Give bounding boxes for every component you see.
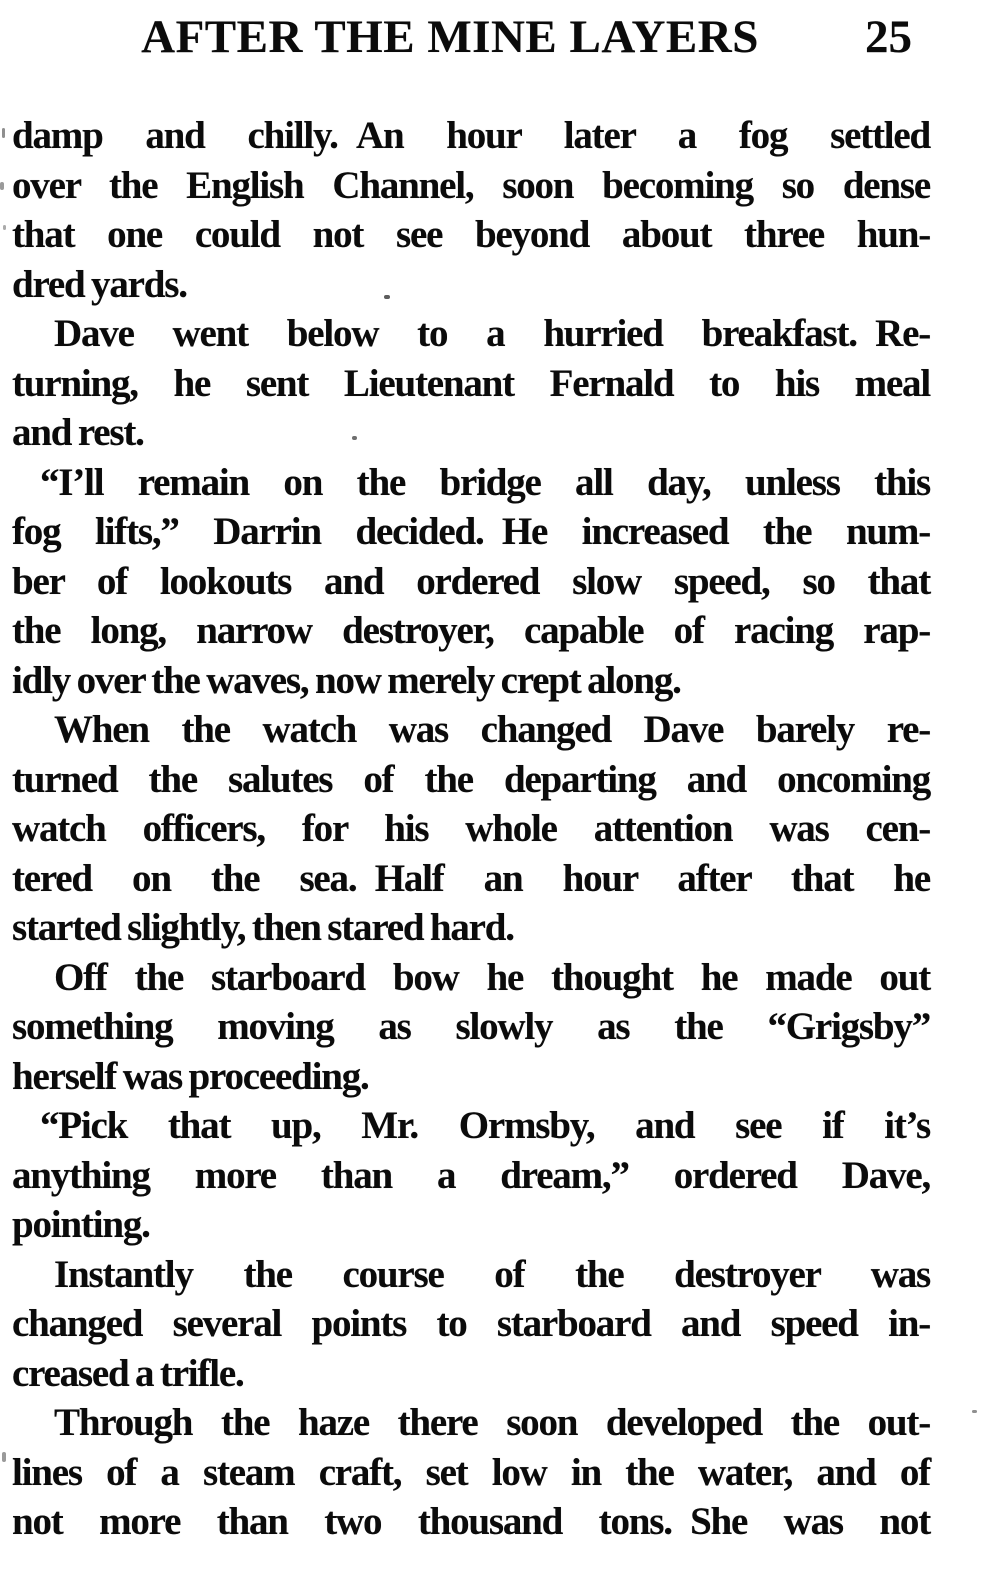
text-line: anything more than a dream,” ordered Dave,: [12, 1153, 930, 1197]
page-number: 25: [865, 11, 912, 63]
text-line: tered on the sea. Half an hour after that he: [12, 856, 930, 900]
text-line: idly over the waves, now merely crept along.: [12, 658, 681, 702]
text-line: something moving as slowly as the “Grigsby”: [12, 1005, 930, 1048]
scan-speck: [3, 225, 6, 230]
text-line: turned the salutes of the departing and oncoming: [12, 757, 930, 801]
text-line: lines of a steam craft, set low in the water, and of: [12, 1450, 930, 1494]
text-line: When the watch was changed Dave barely re-: [54, 708, 930, 751]
text-line: dred yards.: [12, 262, 187, 306]
text-line: that one could not see beyond about three hun-: [12, 213, 930, 256]
text-line: damp and chilly. An hour later a fog settled: [12, 114, 930, 157]
body-text: [12, 111, 930, 1547]
text-line: “I’ll remain on the bridge all day, unless this: [40, 460, 930, 504]
text-line: not more than two thousand tons. She was not: [12, 1500, 930, 1543]
text-line: changed several points to starboard and speed in-: [12, 1302, 930, 1345]
text-line: Instantly the course of the destroyer was: [54, 1252, 930, 1296]
text-line: Off the starboard bow he thought he made out: [54, 955, 930, 999]
scan-speck: [2, 128, 5, 138]
text-line: turning, he sent Lieutenant Fernald to his meal: [12, 361, 930, 405]
text-line: started slightly, then stared hard.: [12, 906, 514, 949]
text-line: pointing.: [12, 1203, 150, 1246]
text-line: Through the haze there soon developed the out-: [54, 1401, 930, 1444]
scan-speck: [0, 182, 4, 190]
scan-speck: [972, 1410, 977, 1413]
running-head: [0, 0, 1000, 90]
scan-speck: [384, 295, 390, 299]
text-line: and rest.: [12, 411, 144, 454]
text-line: herself was proceeding.: [12, 1054, 369, 1098]
scan-speck: [352, 436, 357, 440]
text-line: ber of lookouts and ordered slow speed, so that: [12, 559, 930, 603]
text-line: fog lifts,” Darrin decided. He increased the num-: [12, 510, 930, 553]
text-line: creased a trifle.: [12, 1351, 244, 1395]
text-line: over the English Channel, soon becoming so dense: [12, 163, 930, 207]
text-line: Dave went below to a hurried breakfast. Re-: [54, 312, 930, 355]
text-line: “Pick that up, Mr. Ormsby, and see if it’s: [40, 1104, 930, 1147]
running-head-title: AFTER THE MINE LAYERS: [141, 11, 759, 63]
text-line: the long, narrow destroyer, capable of racing rap-: [12, 609, 930, 652]
text-line: watch officers, for his whole attention was cen-: [12, 807, 930, 850]
scan-speck: [2, 1452, 6, 1462]
